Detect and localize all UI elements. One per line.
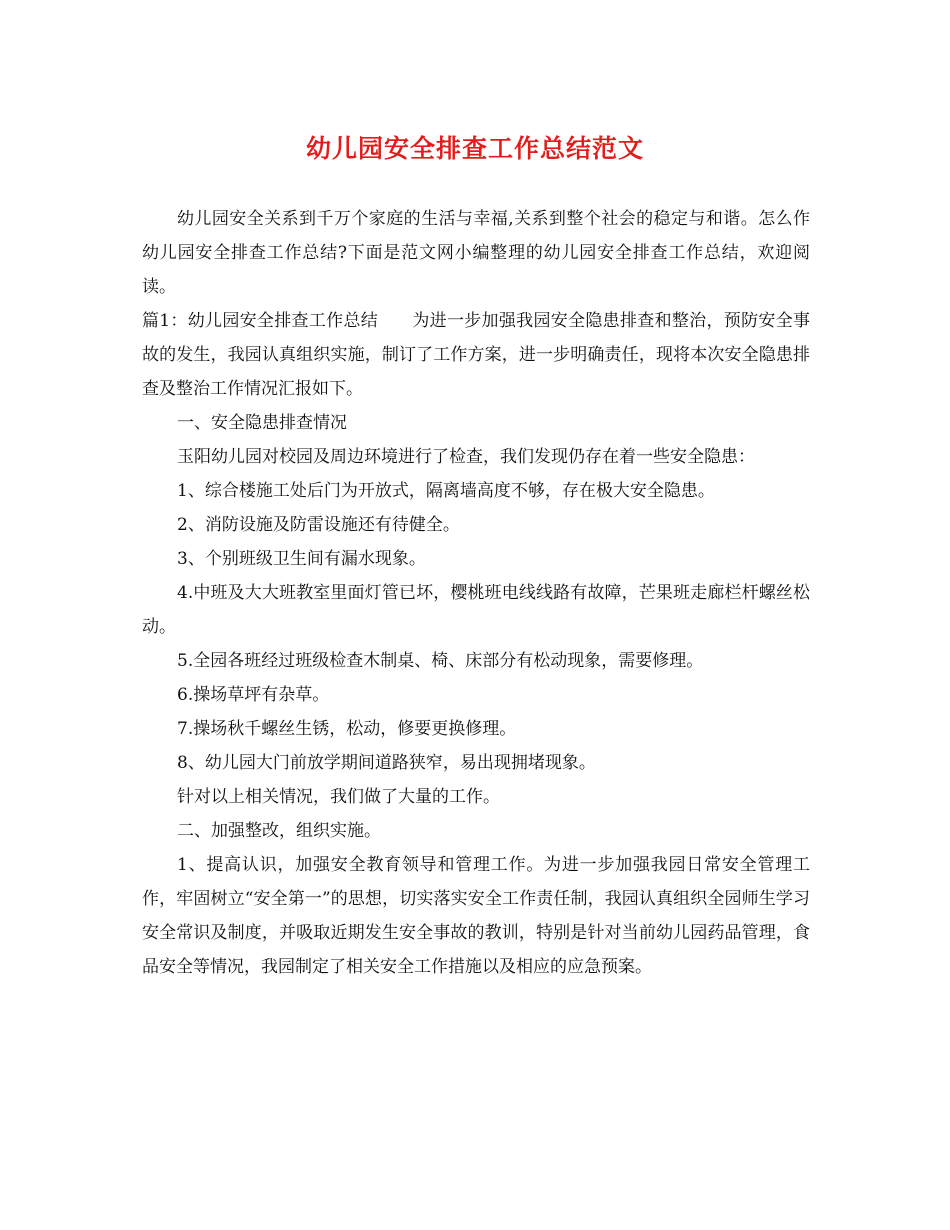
section1-heading: 一、安全隐患排查情况 bbox=[177, 413, 347, 433]
section1-item: 2、消防设施及防雷设施还有待健全。 bbox=[177, 515, 460, 535]
section1-intro: 玉阳幼儿园对校园及周边环境进行了检查，我们发现仍存在着一些安全隐患： bbox=[177, 447, 755, 467]
section1-item: 7.操场秋千螺丝生锈，松动，修要更换修理。 bbox=[177, 719, 517, 739]
article-heading: 篇1：幼儿园安全排查工作总结 bbox=[142, 311, 379, 331]
section1-item: 4.中班及大大班教室里面灯管已坏，樱桃班电线线路有故障，芒果班走廊栏杆螺丝松动。 bbox=[142, 583, 810, 637]
article-intro: 为进一步加强我园安全隐患排查和整治，预防安全事故的发生，我园认真组织实施，制订了工作方案，进一步明确责任，现将本次安全隐患排查及整治工作情况汇报如下。 bbox=[142, 311, 810, 399]
section1-item: 1、综合楼施工处后门为开放式，隔离墙高度不够，存在极大安全隐患。 bbox=[177, 481, 715, 501]
section1-item: 3、个别班级卫生间有漏水现象。 bbox=[177, 549, 426, 569]
intro-paragraph: 幼儿园安全关系到千万个家庭的生活与幸福,关系到整个社会的稳定与和谐。怎么作幼儿园安全排查工作总结?下面是范文网小编整理的幼儿园安全排查工作总结，欢迎阅读。 bbox=[142, 209, 810, 297]
section2-item: 1、提高认识，加强安全教育领导和管理工作。为进一步加强我园日常安全管理工作，牢固树立“安全第一”的思想，切实落实安全工作责任制，我园认真组织全园师生学习安全常识及制度，并吸取近期发生安全事故的教训，特别是针对当前幼儿园药品管理，食品安全等情况，我园制定了相关安全工作措施以及相应的应急预案。 bbox=[142, 855, 810, 977]
document-body bbox=[142, 202, 810, 984]
document-title: 幼儿园安全排查工作总结范文 bbox=[305, 134, 644, 163]
section1-conclusion: 针对以上相关情况，我们做了大量的工作。 bbox=[177, 787, 500, 807]
section2-heading: 二、加强整改，组织实施。 bbox=[177, 821, 381, 841]
section1-item: 6.操场草坪有杂草。 bbox=[177, 685, 330, 705]
article-paragraph bbox=[142, 304, 810, 406]
section1-item: 5.全园各班经过班级检查木制桌、椅、床部分有松动现象，需要修理。 bbox=[177, 651, 704, 671]
section1-item: 8、幼儿园大门前放学期间道路狭窄，易出现拥堵现象。 bbox=[177, 753, 596, 773]
